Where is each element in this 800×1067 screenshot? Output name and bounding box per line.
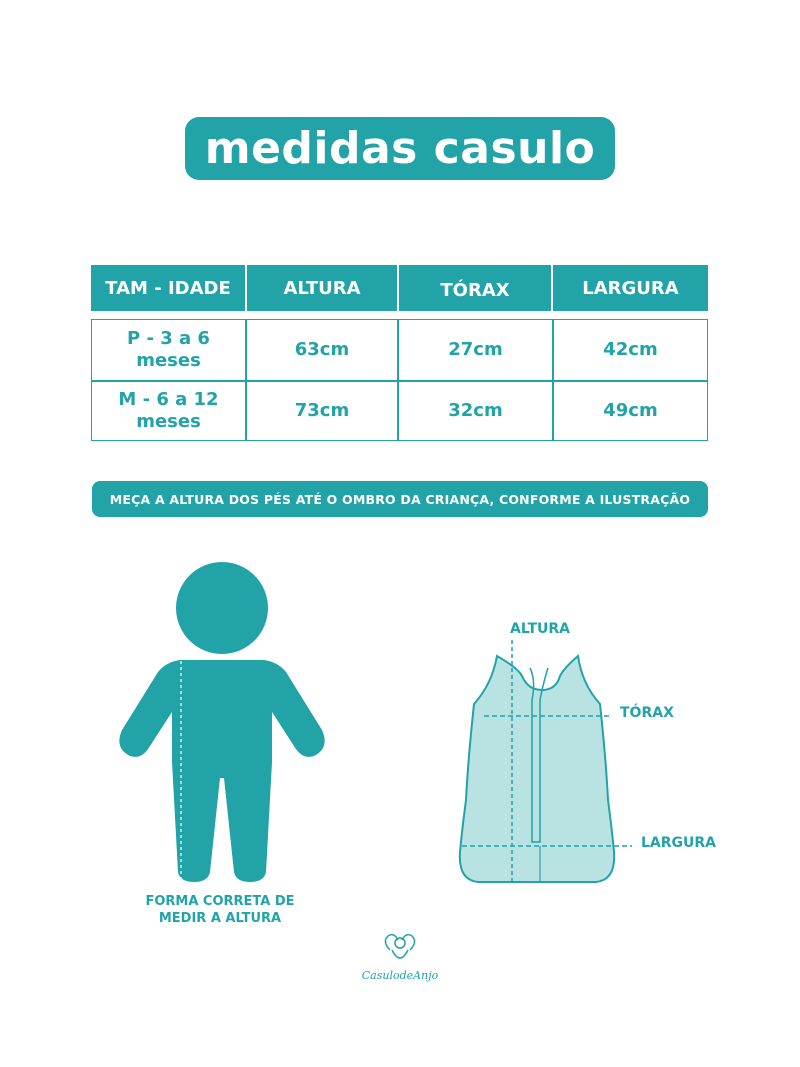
table-cell-chest: 32cm [448, 400, 503, 421]
label-largura: LARGURA [641, 835, 717, 851]
table-cell-width: 42cm [603, 339, 658, 360]
child-figure-caption: FORMA CORRETA DE MEDIR A ALTURA [145, 894, 295, 926]
table-cell-size: M - 6 a 12 meses [118, 389, 219, 432]
table-cell-height: 73cm [294, 400, 350, 421]
label-altura: ALTURA [510, 621, 570, 637]
table-cell-chest: 27cm [448, 339, 503, 360]
table-header-width: LARGURA [553, 265, 708, 311]
table-header-height: ALTURA [247, 265, 397, 311]
page-title: medidas casulo [185, 117, 615, 180]
logo-text: CasulodeAnjo [361, 969, 439, 982]
casulo-de-anjo-logo [362, 935, 439, 982]
table-cell-width: 49cm [603, 400, 658, 421]
child-figure-icon [119, 562, 324, 882]
measurement-instruction: MEÇA A ALTURA DOS PÉS ATÉ O OMBRO DA CRIANÇA, CONFORME A ILUSTRAÇÃO [92, 481, 708, 517]
table-header-chest: TÓRAX [399, 265, 551, 311]
table-cell-height: 63cm [294, 339, 350, 360]
table-header-size-age: TAM - IDADE [91, 265, 245, 311]
label-torax: TÓRAX [620, 705, 674, 721]
sleep-sack-diagram [460, 640, 632, 882]
table-cell-size: P - 3 a 6 meses [127, 328, 210, 371]
